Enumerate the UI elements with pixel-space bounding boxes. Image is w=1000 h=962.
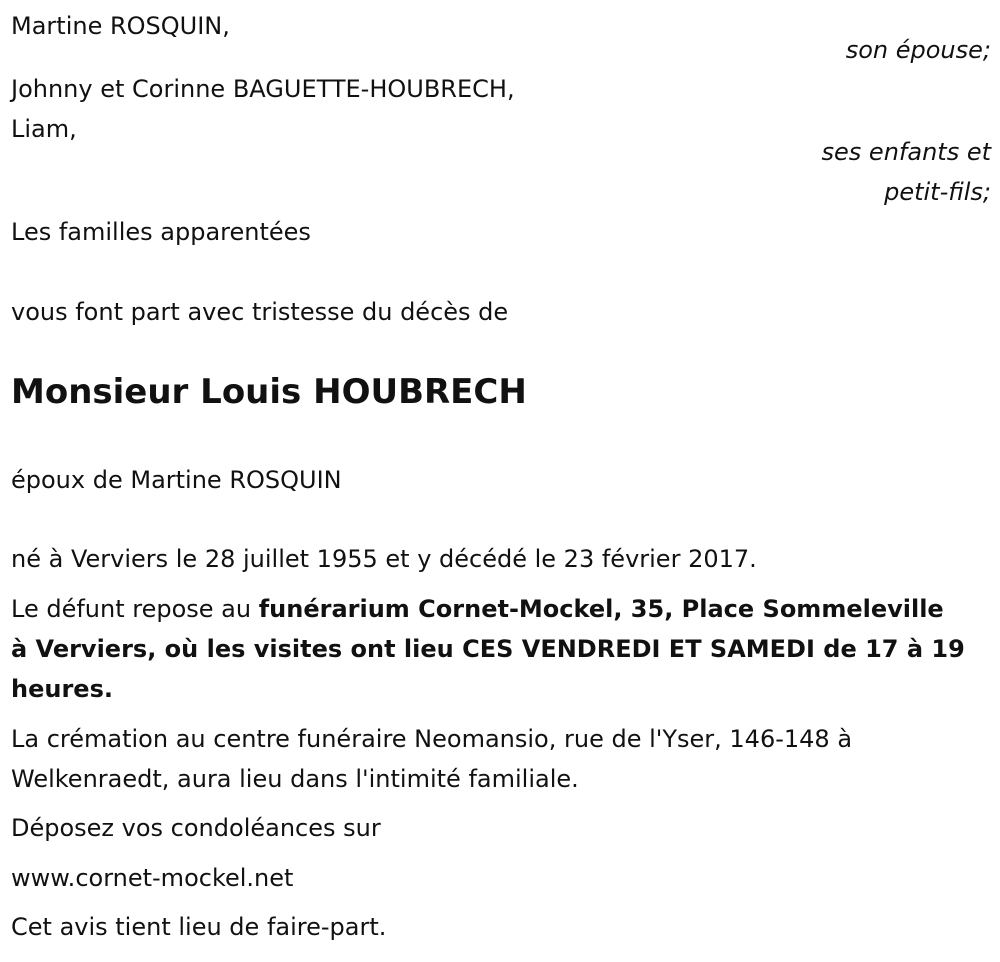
children-role-line-1: ses enfants et xyxy=(821,138,991,166)
spouse-role: son épouse; xyxy=(845,36,991,64)
repose-paragraph xyxy=(11,589,991,709)
condolences-text: Déposez vos condoléances sur xyxy=(11,814,381,842)
relatives: Les familles apparentées xyxy=(11,218,311,246)
spouse-name: Martine ROSQUIN, xyxy=(11,12,230,40)
repose-location: funérarium Cornet-Mockel, 35, Place Sommeleville xyxy=(258,595,944,623)
condolences-website: www.cornet-mockel.net xyxy=(11,864,294,892)
cremation-line-1: La crémation au centre funéraire Neomansio, rue de l'Yser, 146-148 à xyxy=(11,725,853,753)
children-role-line-2: petit-fils; xyxy=(884,178,991,206)
birth-death-dates: né à Verviers le 28 juillet 1955 et y décédé le 23 février 2017. xyxy=(11,545,757,573)
spouse-of: époux de Martine ROSQUIN xyxy=(11,466,342,494)
faire-part-note: Cet avis tient lieu de faire-part. xyxy=(11,913,387,941)
intro: vous font part avec tristesse du décès de xyxy=(11,298,509,326)
deceased-name: Monsieur Louis HOUBRECH xyxy=(11,372,527,412)
children-line-1: Johnny et Corinne BAGUETTE-HOUBRECH, xyxy=(11,75,515,103)
visit-hours: à Verviers, où les visites ont lieu CES VENDREDI ET SAMEDI de 17 à 19 xyxy=(11,635,965,663)
repose-prefix: Le défunt repose au xyxy=(11,595,259,623)
visit-hours-end: heures. xyxy=(11,675,113,703)
cremation-paragraph xyxy=(11,719,852,799)
children-line-2: Liam, xyxy=(11,115,77,143)
cremation-line-2: Welkenraedt, aura lieu dans l'intimité familiale. xyxy=(11,765,579,793)
